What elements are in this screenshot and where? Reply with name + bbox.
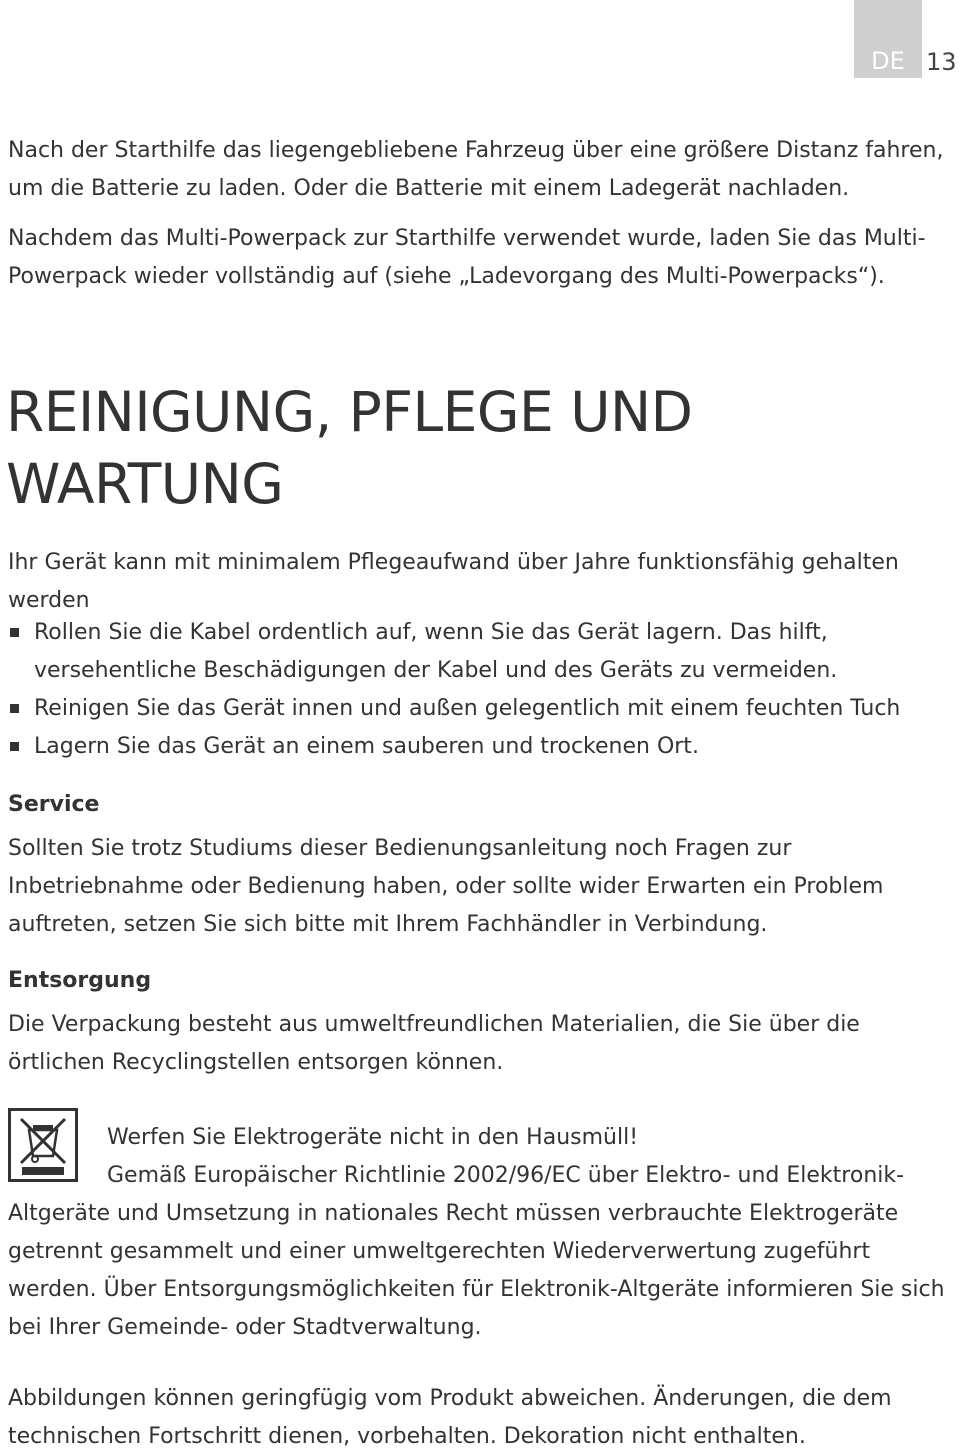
- section-title: REINIGUNG, PFLEGE UND WARTUNG: [6, 380, 693, 516]
- service-text: Sollten Sie trotz Studiums dieser Bedienungsanleitung noch Fragen zur Inbetriebnahme oder Bedienung haben, oder sollte wider Erwarten ein Problem auftreten, setzen Sie sich bitte mit Ihrem Fachhändler in Verbindung.: [8, 836, 884, 937]
- page-number: 13: [926, 48, 957, 76]
- disposal-heading: Entsorgung: [8, 968, 152, 993]
- list-item: [8, 614, 953, 690]
- footer-note: Abbildungen können geringfügig vom Produkt abweichen. Änderungen, die dem technischen Fortschritt dienen, vorbehalten. Dekoration nicht enthalten.: [8, 1386, 892, 1449]
- disposal-text: Die Verpackung besteht aus umweltfreundlichen Materialien, die Sie über die örtlichen Recyclingstellen entsorgen können.: [8, 1012, 860, 1075]
- list-item: [8, 690, 953, 728]
- section-intro: Ihr Gerät kann mit minimalem Pflegeaufwand über Jahre funktionsfähig gehalten werden: [8, 550, 899, 613]
- language-label: DE: [871, 47, 905, 75]
- care-list: [8, 614, 953, 766]
- list-item-text: Rollen Sie die Kabel ordentlich auf, wenn Sie das Gerät lagern. Das hilft, versehentliche Beschädigungen der Kabel und des Geräts zu vermeiden.: [34, 620, 838, 683]
- list-item: [8, 728, 953, 766]
- weee-warning: Werfen Sie Elektrogeräte nicht in den Hausmüll!: [107, 1125, 639, 1150]
- service-heading: Service: [8, 792, 100, 817]
- list-item-text: Lagern Sie das Gerät an einem sauberen und trockenen Ort.: [34, 734, 699, 759]
- weee-text: Gemäß Europäischer Richtlinie 2002/96/EC über Elektro- und Elektronik-Altgeräte und Umsetzung in nationales Recht müssen verbrauchte Elektrogeräte getrennt gesammelt und einer umweltgerechten Wiederverwertung zugeführt werden. Über Entsorgungsmöglichkeiten für Elektronik-Altgeräte informieren Sie sich bei Ihrer Gemeinde- oder Stadtverwaltung.: [8, 1163, 945, 1340]
- intro-paragraph-2: Nachdem das Multi-Powerpack zur Starthilfe verwendet wurde, laden Sie das Multi-Powerpack wieder vollständig auf (siehe „Ladevorgang des Multi-Powerpacks“).: [8, 226, 926, 289]
- bullet-icon: [10, 742, 19, 751]
- bullet-icon: [10, 704, 19, 713]
- list-item-text: Reinigen Sie das Gerät innen und außen gelegentlich mit einem feuchten Tuch: [34, 696, 901, 721]
- intro-paragraph-1: Nach der Starthilfe das liegengebliebene Fahrzeug über eine größere Distanz fahren, um die Batterie zu laden. Oder die Batterie mit einem Ladegerät nachladen.: [8, 138, 944, 201]
- bullet-icon: [10, 628, 19, 637]
- language-tab: [854, 0, 922, 78]
